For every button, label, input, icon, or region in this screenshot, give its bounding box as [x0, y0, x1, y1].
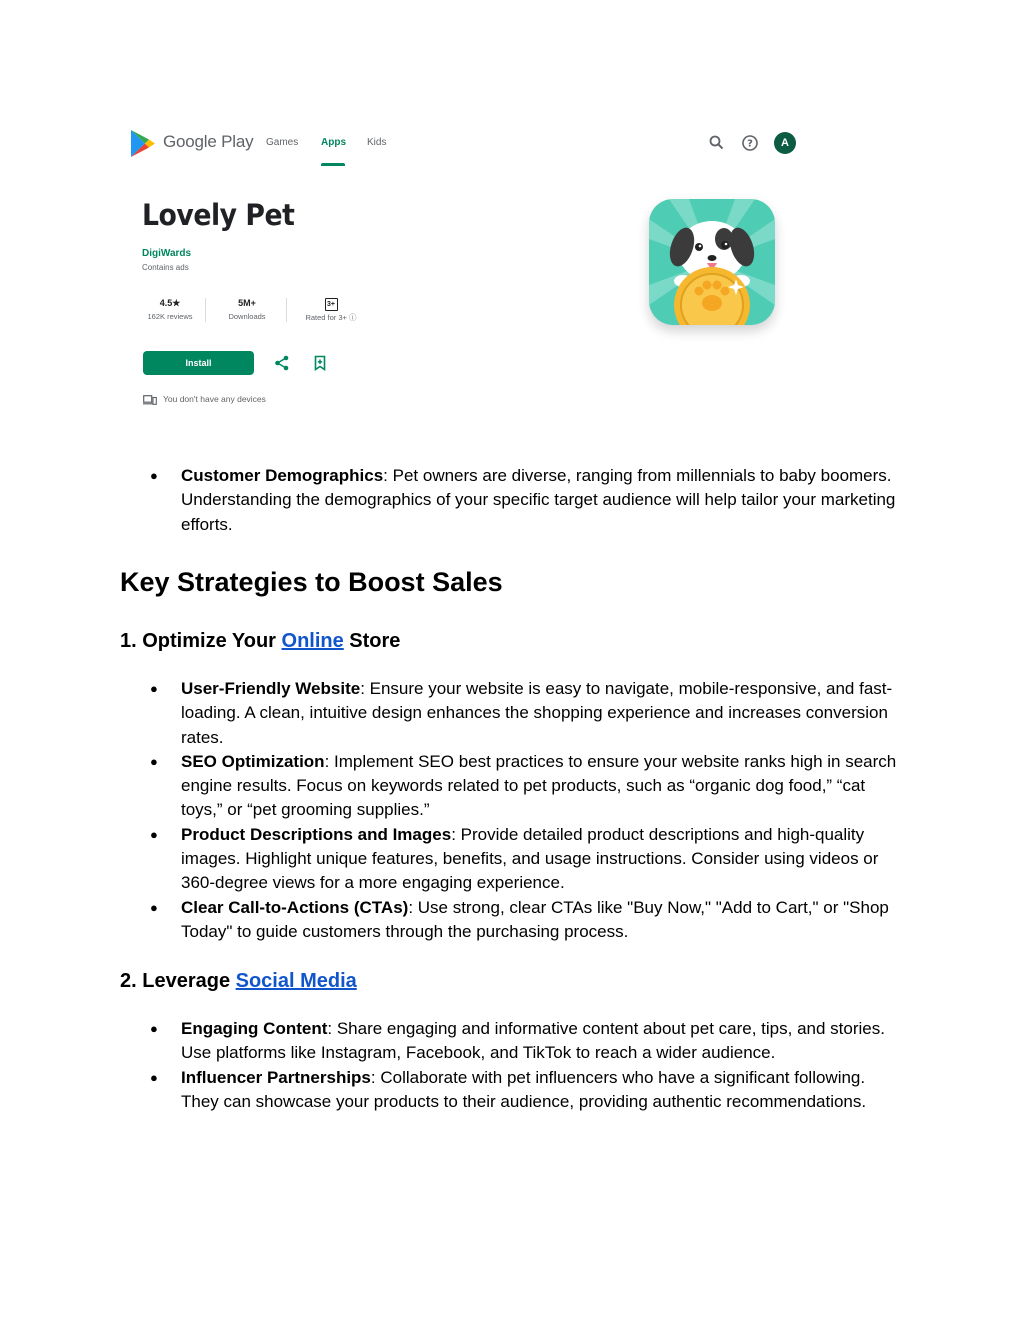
active-tab-indicator	[321, 163, 345, 166]
list-item-text: : Provide detailed product descriptions and high-quality images. Highlight unique features, benefits, and usage instructions. Consider using videos or 360-degree views for a more engaging experience.	[181, 824, 879, 893]
list-item	[150, 677, 897, 750]
bullet-icon: ●	[150, 468, 158, 483]
list-item-text: : Implement SEO best practices to ensure your website ranks high in search engine results. Focus on keywords related to pet products, such as “organic dog food,” “cat toys,” or “pet grooming supplies.”	[181, 751, 897, 820]
play-store-screenshot	[120, 118, 810, 418]
content-rating-badge: 3+	[325, 298, 338, 311]
list-item-bold: Influencer Partnerships	[181, 1067, 371, 1087]
device-note	[143, 394, 266, 405]
stat-divider	[205, 298, 206, 322]
list-item	[150, 750, 897, 823]
tab-kids[interactable]: Kids	[367, 137, 387, 148]
contains-ads-label: Contains ads	[142, 263, 189, 272]
rating-value: 4.5★	[159, 298, 181, 308]
downloads-label: Downloads	[228, 312, 266, 321]
bullet-icon: ●	[150, 1021, 158, 1036]
devices-icon	[143, 395, 157, 405]
section-heading-online-store	[120, 630, 400, 653]
list-item-bold: Clear Call-to-Actions (CTAs)	[181, 897, 409, 917]
avatar[interactable]: A	[774, 132, 796, 154]
list-item	[150, 1017, 897, 1066]
social-media-bullet-list	[150, 1017, 897, 1114]
list-item-bold: Customer Demographics	[181, 466, 384, 485]
section-heading-suffix: Store	[343, 630, 401, 652]
list-item	[150, 464, 897, 537]
google-play-logo-icon	[130, 129, 156, 158]
bullet-icon: ●	[150, 681, 158, 696]
share-icon[interactable]	[273, 354, 291, 372]
list-item	[150, 823, 897, 896]
bullet-icon: ●	[150, 753, 158, 769]
downloads-value: 5M+	[238, 298, 256, 308]
downloads-stat	[212, 296, 282, 321]
content-rating-label: Rated for 3+ ⓘ	[305, 313, 357, 322]
tab-apps[interactable]: Apps	[321, 137, 346, 148]
section-heading-prefix: 1. Optimize Your	[120, 630, 282, 652]
list-item-bold: SEO Optimization	[181, 751, 325, 771]
wishlist-bookmark-icon[interactable]	[311, 354, 329, 372]
svg-text:?: ?	[747, 138, 753, 150]
list-item-text: : Use strong, clear CTAs like "Buy Now," "Add to Cart," or "Shop Today" to guide customers through the purchasing process.	[181, 897, 889, 941]
play-brand[interactable]: Google Play	[163, 132, 254, 151]
list-item	[150, 1066, 897, 1115]
section-heading-social-media	[120, 970, 357, 993]
intro-bullet-list	[150, 464, 897, 537]
search-icon[interactable]	[707, 133, 727, 153]
list-item-bold: Engaging Content	[181, 1019, 328, 1038]
bullet-icon: ●	[150, 899, 158, 915]
list-item-text: : Share engaging and informative content about pet care, tips, and stories. Use platforms like Instagram, Facebook, and TikTok to reach a wider audience.	[181, 1019, 885, 1063]
rating-label: 162K reviews	[147, 312, 193, 321]
stat-divider	[286, 298, 287, 322]
page-heading: Key Strategies to Boost Sales	[120, 567, 503, 597]
tab-games[interactable]: Games	[266, 137, 299, 148]
bullet-icon: ●	[150, 826, 158, 842]
rating-stat	[135, 296, 205, 321]
social-media-link[interactable]: Social Media	[235, 970, 357, 992]
list-item	[150, 896, 897, 945]
section-heading-prefix: 2. Leverage	[120, 970, 236, 992]
play-header	[120, 118, 810, 170]
app-title: Lovely Pet	[142, 198, 295, 232]
developer-link[interactable]: DigiWards	[142, 248, 192, 259]
online-store-bullet-list	[150, 677, 897, 944]
list-item-text: : Ensure your website is easy to navigate, mobile-responsive, and fast-loading. A clean, intuitive design enhances the shopping experience and increases conversion rates.	[181, 679, 893, 747]
help-icon[interactable]	[740, 133, 760, 153]
bullet-icon: ●	[150, 1069, 158, 1085]
app-icon	[649, 199, 775, 325]
content-rating-stat	[296, 296, 366, 323]
list-item-bold: Product Descriptions and Images	[181, 824, 452, 844]
online-link[interactable]: Online	[281, 630, 344, 652]
device-note-text: You don't have any devices	[163, 394, 266, 404]
list-item-text: : Collaborate with pet influencers who have a significant following. They can showcase your products to their audience, providing authentic recommendations.	[181, 1067, 867, 1111]
install-button[interactable]: Install	[143, 351, 254, 375]
list-item-bold: User-Friendly Website	[181, 679, 361, 698]
list-item-text: : Pet owners are diverse, ranging from millennials to baby boomers. Understanding the demographics of your specific target audience will help tailor your marketing efforts.	[181, 466, 896, 534]
